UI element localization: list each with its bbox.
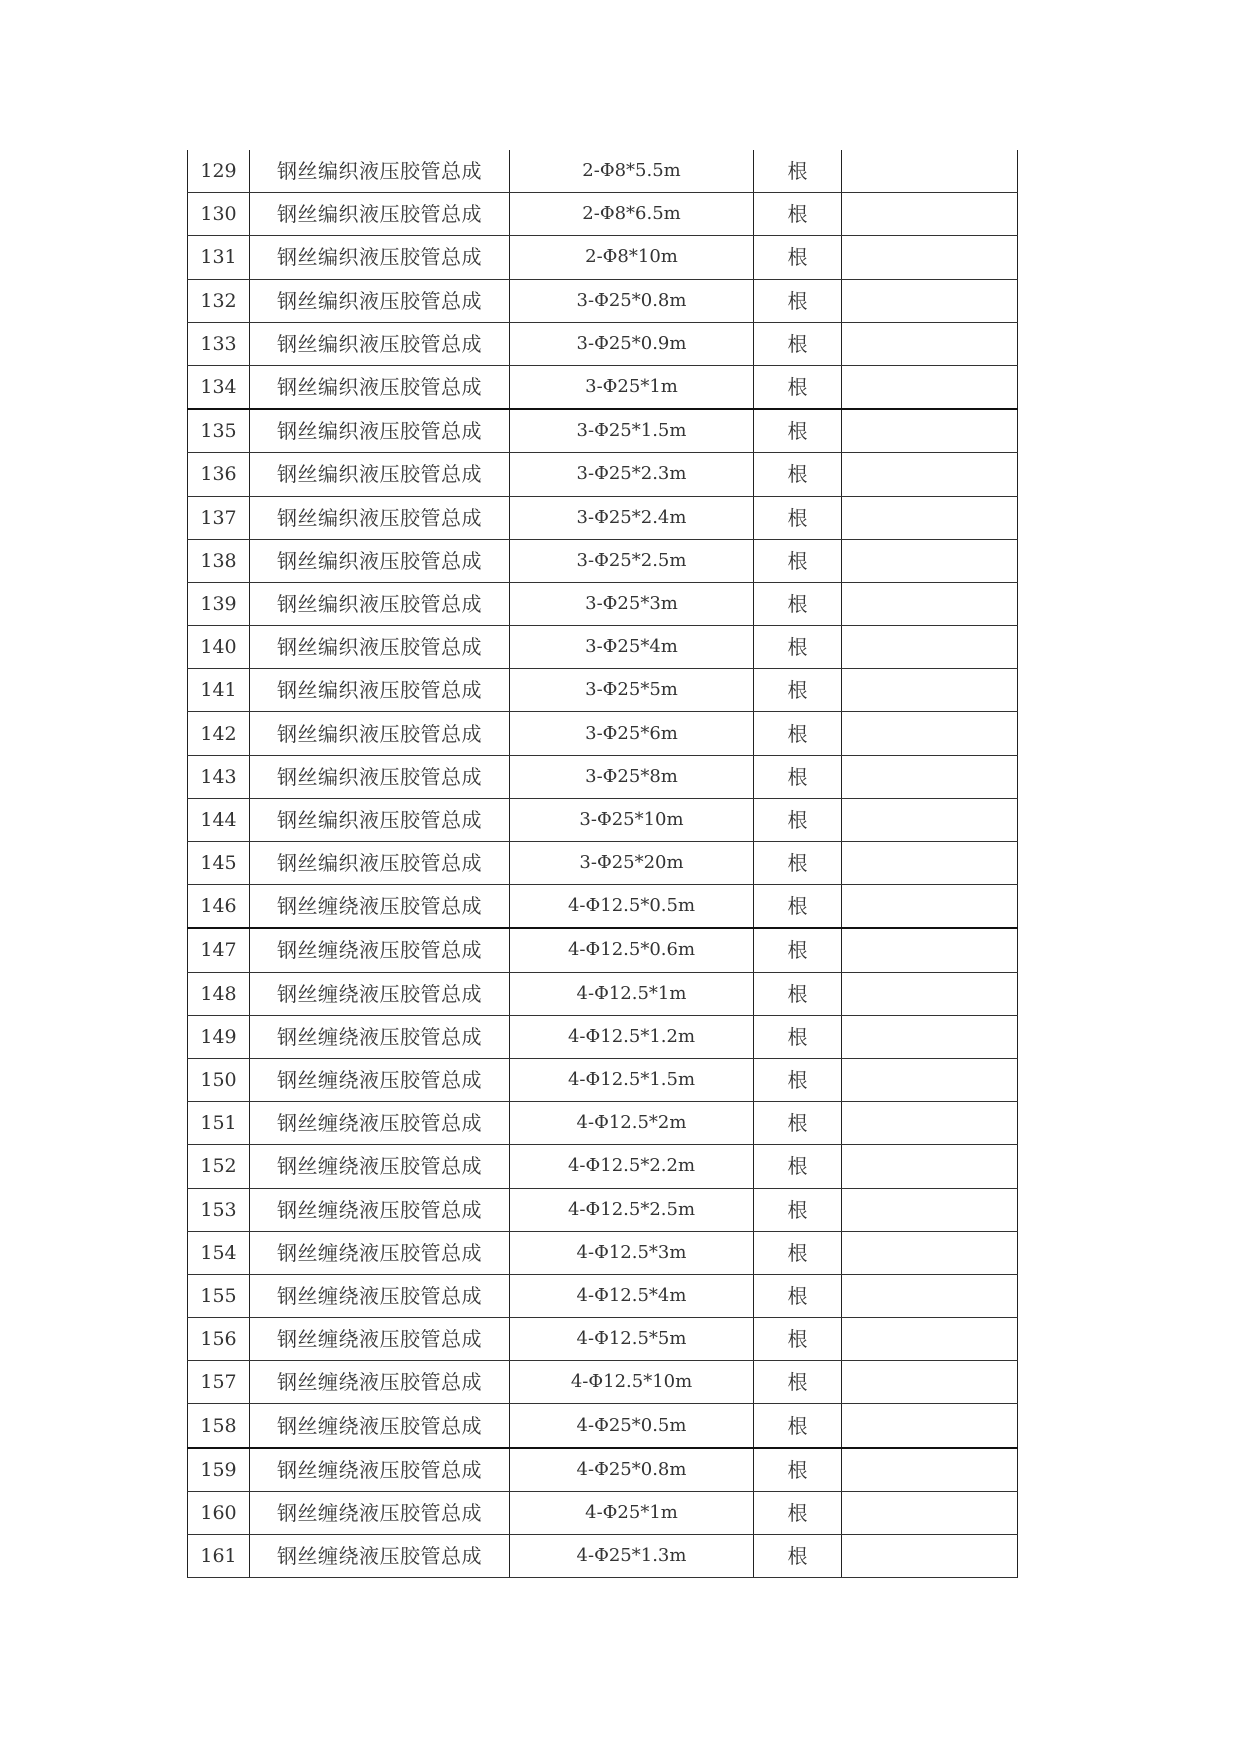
item-number-cell: 150 — [188, 1058, 250, 1101]
item-number-cell: 152 — [188, 1145, 250, 1188]
item-number-cell: 132 — [188, 279, 250, 322]
item-unit-cell: 根 — [754, 365, 842, 409]
item-name-cell: 钢丝缠绕液压胶管总成 — [250, 1145, 510, 1188]
item-name-cell: 钢丝缠绕液压胶管总成 — [250, 928, 510, 972]
item-name-cell: 钢丝编织液压胶管总成 — [250, 582, 510, 625]
item-spec-cell: 3-Φ25*1.5m — [510, 409, 754, 453]
item-name-cell: 钢丝缠绕液压胶管总成 — [250, 1491, 510, 1534]
item-spec-cell: 3-Φ25*1m — [510, 365, 754, 409]
item-note-cell — [842, 842, 1018, 885]
table-row — [188, 1231, 1018, 1274]
item-note-cell — [842, 1102, 1018, 1145]
item-number-cell: 129 — [188, 150, 250, 193]
item-number-cell: 157 — [188, 1361, 250, 1404]
item-note-cell — [842, 1015, 1018, 1058]
table-row — [188, 885, 1018, 929]
table-row — [188, 755, 1018, 798]
item-unit-cell: 根 — [754, 1015, 842, 1058]
item-note-cell — [842, 1318, 1018, 1361]
item-spec-cell: 3-Φ25*10m — [510, 798, 754, 841]
item-name-cell: 钢丝缠绕液压胶管总成 — [250, 1058, 510, 1101]
table-row — [188, 365, 1018, 409]
item-unit-cell: 根 — [754, 409, 842, 453]
table-row — [188, 539, 1018, 582]
item-spec-cell: 2-Φ8*10m — [510, 236, 754, 279]
item-unit-cell: 根 — [754, 582, 842, 625]
item-number-cell: 133 — [188, 322, 250, 365]
table-row — [188, 972, 1018, 1015]
item-name-cell: 钢丝编织液压胶管总成 — [250, 496, 510, 539]
item-note-cell — [842, 193, 1018, 236]
table-row — [188, 279, 1018, 322]
item-note-cell — [842, 669, 1018, 712]
item-name-cell: 钢丝编织液压胶管总成 — [250, 453, 510, 496]
item-unit-cell: 根 — [754, 1231, 842, 1274]
item-number-cell: 138 — [188, 539, 250, 582]
table-row — [188, 582, 1018, 625]
table-row — [188, 1058, 1018, 1101]
item-note-cell — [842, 150, 1018, 193]
item-unit-cell: 根 — [754, 1535, 842, 1578]
item-number-cell: 139 — [188, 582, 250, 625]
table-row — [188, 1535, 1018, 1578]
table-row — [188, 322, 1018, 365]
item-spec-cell: 4-Φ25*1m — [510, 1491, 754, 1534]
item-note-cell — [842, 236, 1018, 279]
item-number-cell: 161 — [188, 1535, 250, 1578]
table-row — [188, 842, 1018, 885]
item-name-cell: 钢丝缠绕液压胶管总成 — [250, 1404, 510, 1448]
item-name-cell: 钢丝缠绕液压胶管总成 — [250, 1015, 510, 1058]
item-note-cell — [842, 928, 1018, 972]
table-row — [188, 1404, 1018, 1448]
table-row — [188, 1318, 1018, 1361]
item-spec-cell: 3-Φ25*6m — [510, 712, 754, 755]
item-number-cell: 142 — [188, 712, 250, 755]
item-number-cell: 148 — [188, 972, 250, 1015]
item-name-cell: 钢丝缠绕液压胶管总成 — [250, 885, 510, 929]
item-number-cell: 159 — [188, 1448, 250, 1492]
item-unit-cell: 根 — [754, 150, 842, 193]
item-unit-cell: 根 — [754, 755, 842, 798]
item-unit-cell: 根 — [754, 842, 842, 885]
item-unit-cell: 根 — [754, 1361, 842, 1404]
table-row — [188, 1274, 1018, 1317]
table-row — [188, 669, 1018, 712]
item-number-cell: 136 — [188, 453, 250, 496]
item-name-cell: 钢丝编织液压胶管总成 — [250, 539, 510, 582]
item-unit-cell: 根 — [754, 1058, 842, 1101]
item-number-cell: 158 — [188, 1404, 250, 1448]
item-unit-cell: 根 — [754, 1318, 842, 1361]
item-name-cell: 钢丝编织液压胶管总成 — [250, 150, 510, 193]
item-number-cell: 153 — [188, 1188, 250, 1231]
item-unit-cell: 根 — [754, 1448, 842, 1492]
item-unit-cell: 根 — [754, 928, 842, 972]
item-number-cell: 135 — [188, 409, 250, 453]
item-spec-cell: 4-Φ12.5*2m — [510, 1102, 754, 1145]
item-note-cell — [842, 755, 1018, 798]
table-row — [188, 1145, 1018, 1188]
item-note-cell — [842, 712, 1018, 755]
item-name-cell: 钢丝编织液压胶管总成 — [250, 409, 510, 453]
item-name-cell: 钢丝编织液压胶管总成 — [250, 193, 510, 236]
item-spec-cell: 3-Φ25*0.9m — [510, 322, 754, 365]
item-number-cell: 154 — [188, 1231, 250, 1274]
table-row — [188, 409, 1018, 453]
item-note-cell — [842, 626, 1018, 669]
item-note-cell — [842, 1231, 1018, 1274]
item-spec-cell: 2-Φ8*5.5m — [510, 150, 754, 193]
item-unit-cell: 根 — [754, 1274, 842, 1317]
item-note-cell — [842, 365, 1018, 409]
item-spec-cell: 3-Φ25*2.5m — [510, 539, 754, 582]
table-row — [188, 798, 1018, 841]
item-spec-cell: 4-Φ12.5*3m — [510, 1231, 754, 1274]
table-row — [188, 712, 1018, 755]
item-unit-cell: 根 — [754, 885, 842, 929]
item-spec-cell: 3-Φ25*8m — [510, 755, 754, 798]
item-name-cell: 钢丝缠绕液压胶管总成 — [250, 972, 510, 1015]
item-note-cell — [842, 322, 1018, 365]
item-name-cell: 钢丝编织液压胶管总成 — [250, 755, 510, 798]
item-unit-cell: 根 — [754, 1404, 842, 1448]
item-note-cell — [842, 496, 1018, 539]
item-name-cell: 钢丝编织液压胶管总成 — [250, 798, 510, 841]
table-row — [188, 928, 1018, 972]
item-note-cell — [842, 1404, 1018, 1448]
item-unit-cell: 根 — [754, 798, 842, 841]
item-spec-cell: 4-Φ12.5*1.2m — [510, 1015, 754, 1058]
item-note-cell — [842, 409, 1018, 453]
item-spec-cell: 4-Φ25*0.5m — [510, 1404, 754, 1448]
item-name-cell: 钢丝缠绕液压胶管总成 — [250, 1448, 510, 1492]
item-number-cell: 137 — [188, 496, 250, 539]
item-number-cell: 147 — [188, 928, 250, 972]
item-name-cell: 钢丝缠绕液压胶管总成 — [250, 1188, 510, 1231]
item-note-cell — [842, 885, 1018, 929]
item-name-cell: 钢丝编织液压胶管总成 — [250, 626, 510, 669]
item-number-cell: 156 — [188, 1318, 250, 1361]
item-spec-cell: 4-Φ12.5*1.5m — [510, 1058, 754, 1101]
item-name-cell: 钢丝缠绕液压胶管总成 — [250, 1231, 510, 1274]
parts-table — [187, 150, 1018, 1578]
item-note-cell — [842, 582, 1018, 625]
item-number-cell: 140 — [188, 626, 250, 669]
item-spec-cell: 4-Φ12.5*4m — [510, 1274, 754, 1317]
item-spec-cell: 3-Φ25*0.8m — [510, 279, 754, 322]
item-number-cell: 141 — [188, 669, 250, 712]
item-spec-cell: 4-Φ12.5*2.2m — [510, 1145, 754, 1188]
item-number-cell: 151 — [188, 1102, 250, 1145]
item-note-cell — [842, 279, 1018, 322]
item-note-cell — [842, 453, 1018, 496]
table-row — [188, 193, 1018, 236]
item-unit-cell: 根 — [754, 193, 842, 236]
item-name-cell: 钢丝缠绕液压胶管总成 — [250, 1318, 510, 1361]
item-unit-cell: 根 — [754, 1188, 842, 1231]
item-unit-cell: 根 — [754, 453, 842, 496]
item-number-cell: 143 — [188, 755, 250, 798]
item-unit-cell: 根 — [754, 496, 842, 539]
item-spec-cell: 3-Φ25*4m — [510, 626, 754, 669]
item-spec-cell: 4-Φ12.5*2.5m — [510, 1188, 754, 1231]
item-name-cell: 钢丝缠绕液压胶管总成 — [250, 1361, 510, 1404]
item-note-cell — [842, 539, 1018, 582]
table-row — [188, 496, 1018, 539]
table-row — [188, 1188, 1018, 1231]
table-row — [188, 1448, 1018, 1492]
item-number-cell: 149 — [188, 1015, 250, 1058]
item-spec-cell: 4-Φ12.5*1m — [510, 972, 754, 1015]
item-spec-cell: 3-Φ25*5m — [510, 669, 754, 712]
item-note-cell — [842, 972, 1018, 1015]
item-spec-cell: 4-Φ12.5*10m — [510, 1361, 754, 1404]
table-row — [188, 453, 1018, 496]
item-unit-cell: 根 — [754, 236, 842, 279]
item-note-cell — [842, 1274, 1018, 1317]
item-unit-cell: 根 — [754, 1102, 842, 1145]
table-row — [188, 1491, 1018, 1534]
item-unit-cell: 根 — [754, 539, 842, 582]
item-number-cell: 145 — [188, 842, 250, 885]
table-row — [188, 1361, 1018, 1404]
item-note-cell — [842, 1535, 1018, 1578]
item-note-cell — [842, 798, 1018, 841]
item-note-cell — [842, 1145, 1018, 1188]
item-spec-cell: 3-Φ25*3m — [510, 582, 754, 625]
item-spec-cell: 4-Φ12.5*0.6m — [510, 928, 754, 972]
table-row — [188, 626, 1018, 669]
item-spec-cell: 4-Φ25*0.8m — [510, 1448, 754, 1492]
item-number-cell: 134 — [188, 365, 250, 409]
item-spec-cell: 2-Φ8*6.5m — [510, 193, 754, 236]
item-unit-cell: 根 — [754, 972, 842, 1015]
item-unit-cell: 根 — [754, 279, 842, 322]
item-spec-cell: 3-Φ25*20m — [510, 842, 754, 885]
parts-table-body — [188, 150, 1018, 1578]
item-note-cell — [842, 1361, 1018, 1404]
item-name-cell: 钢丝编织液压胶管总成 — [250, 279, 510, 322]
item-unit-cell: 根 — [754, 1491, 842, 1534]
item-spec-cell: 4-Φ25*1.3m — [510, 1535, 754, 1578]
item-name-cell: 钢丝编织液压胶管总成 — [250, 669, 510, 712]
item-spec-cell: 3-Φ25*2.4m — [510, 496, 754, 539]
item-name-cell: 钢丝编织液压胶管总成 — [250, 712, 510, 755]
item-name-cell: 钢丝编织液压胶管总成 — [250, 842, 510, 885]
item-unit-cell: 根 — [754, 1145, 842, 1188]
item-name-cell: 钢丝缠绕液压胶管总成 — [250, 1274, 510, 1317]
item-note-cell — [842, 1448, 1018, 1492]
item-unit-cell: 根 — [754, 626, 842, 669]
table-row — [188, 1102, 1018, 1145]
item-name-cell: 钢丝编织液压胶管总成 — [250, 322, 510, 365]
item-name-cell: 钢丝缠绕液压胶管总成 — [250, 1535, 510, 1578]
item-number-cell: 130 — [188, 193, 250, 236]
item-spec-cell: 4-Φ12.5*0.5m — [510, 885, 754, 929]
item-unit-cell: 根 — [754, 669, 842, 712]
item-spec-cell: 3-Φ25*2.3m — [510, 453, 754, 496]
item-note-cell — [842, 1188, 1018, 1231]
item-unit-cell: 根 — [754, 322, 842, 365]
item-name-cell: 钢丝编织液压胶管总成 — [250, 365, 510, 409]
item-name-cell: 钢丝编织液压胶管总成 — [250, 236, 510, 279]
item-number-cell: 144 — [188, 798, 250, 841]
item-note-cell — [842, 1491, 1018, 1534]
item-name-cell: 钢丝缠绕液压胶管总成 — [250, 1102, 510, 1145]
table-row — [188, 236, 1018, 279]
item-note-cell — [842, 1058, 1018, 1101]
item-unit-cell: 根 — [754, 712, 842, 755]
item-number-cell: 160 — [188, 1491, 250, 1534]
table-row — [188, 1015, 1018, 1058]
item-number-cell: 131 — [188, 236, 250, 279]
item-number-cell: 155 — [188, 1274, 250, 1317]
table-row — [188, 150, 1018, 193]
item-number-cell: 146 — [188, 885, 250, 929]
item-spec-cell: 4-Φ12.5*5m — [510, 1318, 754, 1361]
